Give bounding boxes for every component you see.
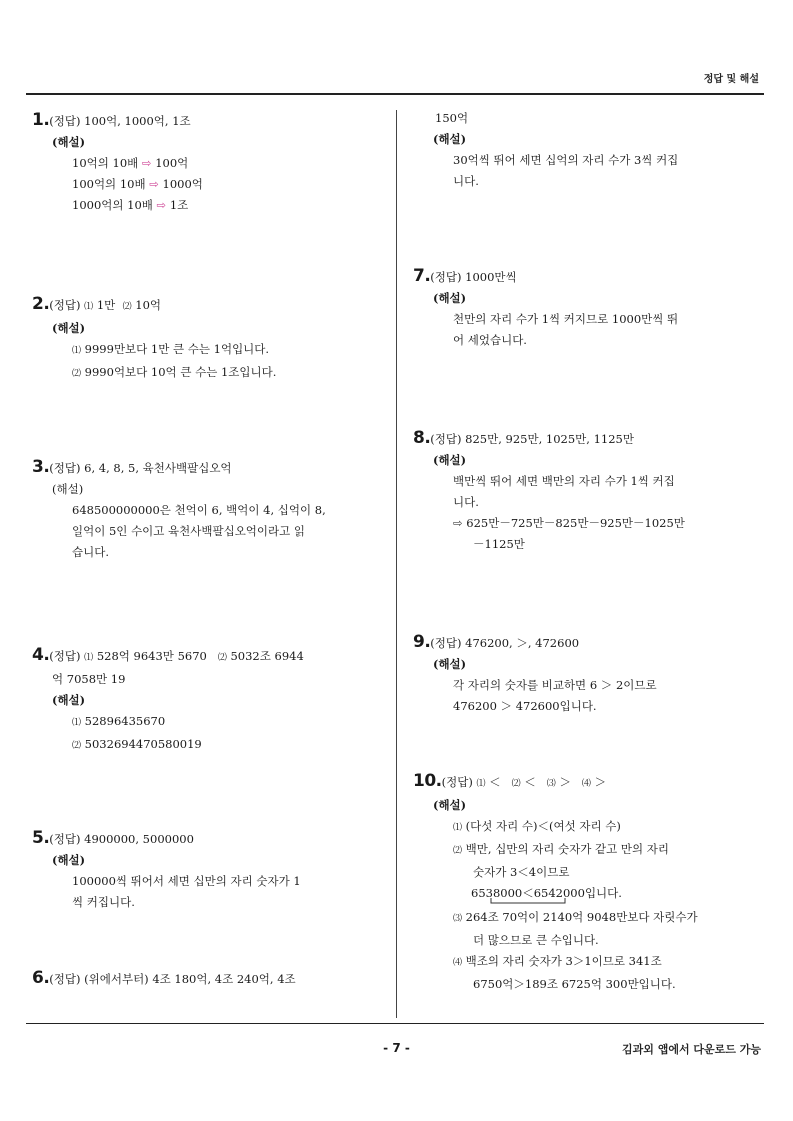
q10-explain-1: ⑴ (다섯 자리 수)＜(여섯 자리 수) xyxy=(453,819,621,833)
q3-explain-1: 648500000000은 천억이 6, 백억이 4, 십억이 8, xyxy=(72,503,326,517)
answer-label: (정답) xyxy=(49,972,81,986)
q7-explain-1: 천만의 자리 수가 1씩 커지므로 1000만씩 뛰 xyxy=(453,312,679,326)
question-9 xyxy=(413,632,743,717)
answer-label: (정답) xyxy=(49,832,81,846)
question-2 xyxy=(32,294,362,385)
q8-answer: 825만, 925만, 1025만, 1125만 xyxy=(465,432,634,446)
header-title: 정답 및 해설 xyxy=(703,74,759,85)
q10-explain-4: ⑷ 백조의 자리 숫자가 3＞1이므로 341조 xyxy=(453,954,662,968)
question-4: 4.(정답) ⑴ 528억 9643만 5670 ⑵ 5032조 6944 억 7058만 19 (해설) ⑴ 52896435670 ⑵ 5032694470580019 xyxy=(32,645,362,757)
q4-number: 4. xyxy=(32,645,50,665)
arrow-right-icon: ⇨ xyxy=(453,516,463,530)
question-10: 10.(정답) ⑴ ＜ ⑵ ＜ ⑶ ＞ ⑷ ＞ (해설) ⑴ (다섯 자리 수)＜(여섯 자리 수) ⑵ 백만, 십만의 자리 숫자가 같고 만의 자리 숫자가 3＜4이므로 6538000＜6542000입니다. ⑶ 264조 70억이 2140억 9048만보다 자릿수가 더 많으므로 큰 수입니다. ⑷ 백조의 자리 숫자가 3＞1이므로 341조 6750억＞189조 6725억 300만입니다. xyxy=(413,771,748,995)
q9-answer: 476200, ＞, 472600 xyxy=(465,636,580,650)
q8-sequence-cont: －1125만 xyxy=(473,537,525,551)
q1-answer: 100억, 1000억, 1조 xyxy=(84,114,191,128)
answer-label: (정답) xyxy=(49,649,81,663)
q2-explain-2: ⑵ 9990억보다 10억 큰 수는 1조입니다. xyxy=(72,365,277,379)
q1-line-3: 1000억의 10배 ⇨ 1조 xyxy=(72,198,189,212)
explain-label: (해설) xyxy=(433,453,467,467)
q6-explain-2: 니다. xyxy=(453,174,479,188)
q10-answer-4: ＞ xyxy=(594,775,607,789)
answer-label: (정답) xyxy=(430,636,462,650)
answer-label: (정답) xyxy=(430,432,462,446)
explain-label: (해설) xyxy=(433,132,467,146)
answer-label: (정답) xyxy=(49,114,81,128)
q10-explain-2: ⑵ 백만, 십만의 자리 숫자가 같고 만의 자리 xyxy=(453,842,670,856)
q8-explain-1: 백만씩 뛰어 세면 백만의 자리 수가 1씩 커집 xyxy=(453,474,675,488)
question-8 xyxy=(413,428,743,555)
arrow-right-icon: ⇨ xyxy=(141,156,152,170)
q7-answer: 1000만씩 xyxy=(465,270,517,284)
q10-explain-4b: 6750억＞189조 6725억 300만입니다. xyxy=(473,977,676,991)
explain-label: (해설) xyxy=(52,135,86,149)
q10-explain-3b: 더 많으므로 큰 수입니다. xyxy=(473,933,599,947)
q10-compare-left: 6538000 xyxy=(471,886,523,900)
q10-answer-2: ＜ xyxy=(524,775,536,789)
q10-answer-3: ＞ xyxy=(559,775,571,789)
explain-label: (해설) xyxy=(52,853,86,867)
q3-number: 3. xyxy=(32,457,50,477)
q10-explain-3: ⑶ 264조 70억이 2140억 9048만보다 자릿수가 xyxy=(453,910,698,924)
q9-number: 9. xyxy=(413,632,431,652)
explain-label: (해설) xyxy=(52,321,86,335)
q1-line-2: 100억의 10배 ⇨ 1000억 xyxy=(72,177,203,191)
question-6 xyxy=(32,968,372,990)
question-6-continued xyxy=(413,108,743,192)
footer-note: 김과외 앱에서 다운로드 가능 xyxy=(622,1043,761,1056)
part-marker: ⑵ xyxy=(122,302,132,312)
q10-explain-2b: 숫자가 3＜4이므로 xyxy=(473,865,570,879)
question-5 xyxy=(32,828,362,913)
question-3 xyxy=(32,457,362,563)
q2-number: 2. xyxy=(32,294,50,314)
q10-explain-2c: 6538000＜6542000입니다. xyxy=(471,883,748,907)
q4-explain-2: ⑵ 5032694470580019 xyxy=(72,737,202,751)
column-divider xyxy=(396,110,397,1018)
explain-label: (해설) xyxy=(433,798,467,812)
q5-answer: 4900000, 5000000 xyxy=(84,832,194,846)
explain-label: (해설) xyxy=(433,657,467,671)
explain-label: (해설) xyxy=(433,291,467,305)
q7-number: 7. xyxy=(413,266,431,286)
q5-explain-1: 100000씩 뛰어서 세면 십만의 자리 숫자가 1 xyxy=(72,874,301,888)
explain-label: (해설) xyxy=(52,482,84,496)
q5-number: 5. xyxy=(32,828,50,848)
q4-answer-2-cont: 억 7058만 19 xyxy=(52,672,126,686)
q7-explain-2: 어 세었습니다. xyxy=(453,333,527,347)
q2-answer-2: 10억 xyxy=(135,298,161,312)
answer-label: (정답) xyxy=(49,298,81,312)
q10-compare-right: 6542000 xyxy=(533,886,585,900)
q1-number: 1. xyxy=(32,110,50,130)
q2-answer-1: 1만 xyxy=(96,298,116,312)
q9-explain-2: 476200 ＞ 472600입니다. xyxy=(453,699,597,713)
q1-line-1: 10억의 10배 ⇨ 100억 xyxy=(72,156,189,170)
q6-answer-cont: 150억 xyxy=(435,111,469,125)
q3-answer: 6, 4, 8, 5, 육천사백팔십오억 xyxy=(84,461,232,475)
question-1 xyxy=(32,110,362,216)
page-number: - 7 - xyxy=(383,1041,410,1055)
part-marker: ⑴ xyxy=(84,302,94,312)
q9-explain-1: 각 자리의 숫자를 비교하면 6 ＞ 2이므로 xyxy=(453,678,657,692)
answer-label: (정답) xyxy=(441,775,473,789)
arrow-right-icon: ⇨ xyxy=(156,198,167,212)
q6-explain-1: 30억씩 뛰어 세면 십억의 자리 수가 3씩 커집 xyxy=(453,153,679,167)
q8-number: 8. xyxy=(413,428,431,448)
footer-rule xyxy=(26,1023,764,1024)
q5-explain-2: 씩 커집니다. xyxy=(72,895,135,909)
q4-answer-1: 528억 9643만 5670 xyxy=(96,649,207,663)
q4-explain-1: ⑴ 52896435670 xyxy=(72,714,166,728)
q2-explain-1: ⑴ 9999만보다 1만 큰 수는 1억입니다. xyxy=(72,342,270,356)
q10-number: 10. xyxy=(413,771,442,791)
q10-answer-1: ＜ xyxy=(489,775,501,789)
arrow-right-icon: ⇨ xyxy=(149,177,159,191)
q3-explain-3: 습니다. xyxy=(72,545,109,559)
q6-number: 6. xyxy=(32,968,50,988)
compare-bracket xyxy=(489,897,569,907)
q8-explain-2: 니다. xyxy=(453,495,479,509)
answer-label: (정답) xyxy=(430,270,462,284)
header-rule xyxy=(26,93,764,95)
question-7 xyxy=(413,266,743,351)
explain-label: (해설) xyxy=(52,693,86,707)
answer-label: (정답) xyxy=(49,461,81,475)
q6-answer: (위에서부터) 4조 180억, 4조 240억, 4조 xyxy=(84,972,296,986)
q8-sequence: ⇨ 625만－725만－825만－925만－1025만 xyxy=(453,516,685,530)
q3-explain-2: 일억이 5인 수이고 육천사백팔십오억이라고 읽 xyxy=(72,524,306,538)
q4-answer-2: 5032조 6944 xyxy=(230,649,304,663)
